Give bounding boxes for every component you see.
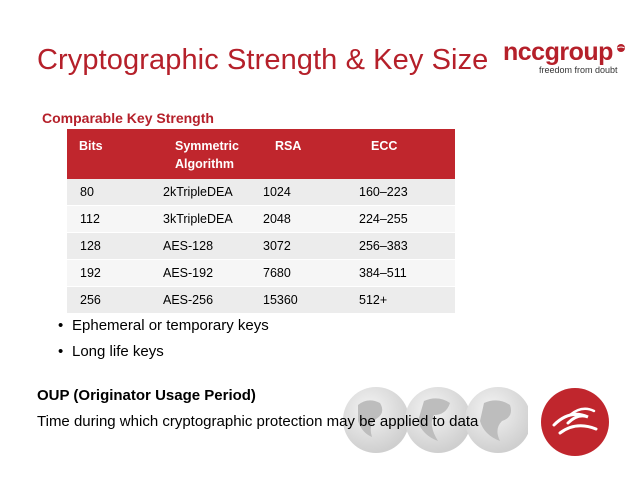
cell-bits: 80: [67, 179, 163, 206]
cell-rsa: 3072: [263, 233, 359, 260]
cell-symmetric: 3kTripleDEA: [163, 206, 263, 233]
table-row: [67, 233, 455, 260]
cell-ecc: 160–223: [359, 179, 455, 206]
table-row: [67, 287, 455, 314]
cell-ecc: 512+: [359, 287, 455, 314]
table-header-row: [67, 129, 455, 179]
cell-rsa: 1024: [263, 179, 359, 206]
list-item-label: Long life keys: [72, 343, 164, 360]
cell-bits: 112: [67, 206, 163, 233]
cell-ecc: 384–511: [359, 260, 455, 287]
cell-ecc: 256–383: [359, 233, 455, 260]
cell-bits: 192: [67, 260, 163, 287]
header-bits: Bits: [67, 129, 163, 179]
bullet-icon: •: [58, 343, 64, 360]
cell-symmetric: AES-256: [163, 287, 263, 314]
list-item: [58, 316, 269, 335]
cell-rsa: 15360: [263, 287, 359, 314]
header-symmetric: [163, 129, 263, 179]
cell-bits: 256: [67, 287, 163, 314]
header-symmetric-line2: Algorithm: [175, 157, 235, 171]
table-subtitle: Comparable Key Strength: [42, 110, 214, 126]
header-symmetric-line1: Symmetric: [175, 139, 239, 153]
logo-swoosh-icon: [615, 44, 627, 52]
table-row: [67, 260, 455, 287]
header-ecc: ECC: [359, 129, 455, 179]
table-row: [67, 206, 455, 233]
cell-rsa: 7680: [263, 260, 359, 287]
nccgroup-logo: [503, 38, 628, 78]
cell-rsa: 2048: [263, 206, 359, 233]
table-row: [67, 179, 455, 206]
cell-symmetric: 2kTripleDEA: [163, 179, 263, 206]
key-type-list: [58, 316, 269, 368]
bullet-icon: •: [58, 317, 64, 334]
logo-tagline: freedom from doubt: [539, 65, 618, 75]
header-rsa: RSA: [263, 129, 359, 179]
cell-symmetric: AES-192: [163, 260, 263, 287]
oup-heading: OUP (Originator Usage Period): [37, 387, 256, 404]
slide-title: Cryptographic Strength & Key Size: [37, 44, 489, 76]
nccgroup-emblem-icon: [540, 387, 610, 457]
cell-symmetric: AES-128: [163, 233, 263, 260]
oup-description: Time during which cryptographic protection may be applied to data: [37, 413, 479, 430]
key-strength-table: [67, 129, 455, 314]
list-item-label: Ephemeral or temporary keys: [72, 317, 269, 334]
cell-ecc: 224–255: [359, 206, 455, 233]
list-item: [58, 342, 269, 361]
cell-bits: 128: [67, 233, 163, 260]
logo-wordmark: nccgroup: [503, 38, 613, 66]
